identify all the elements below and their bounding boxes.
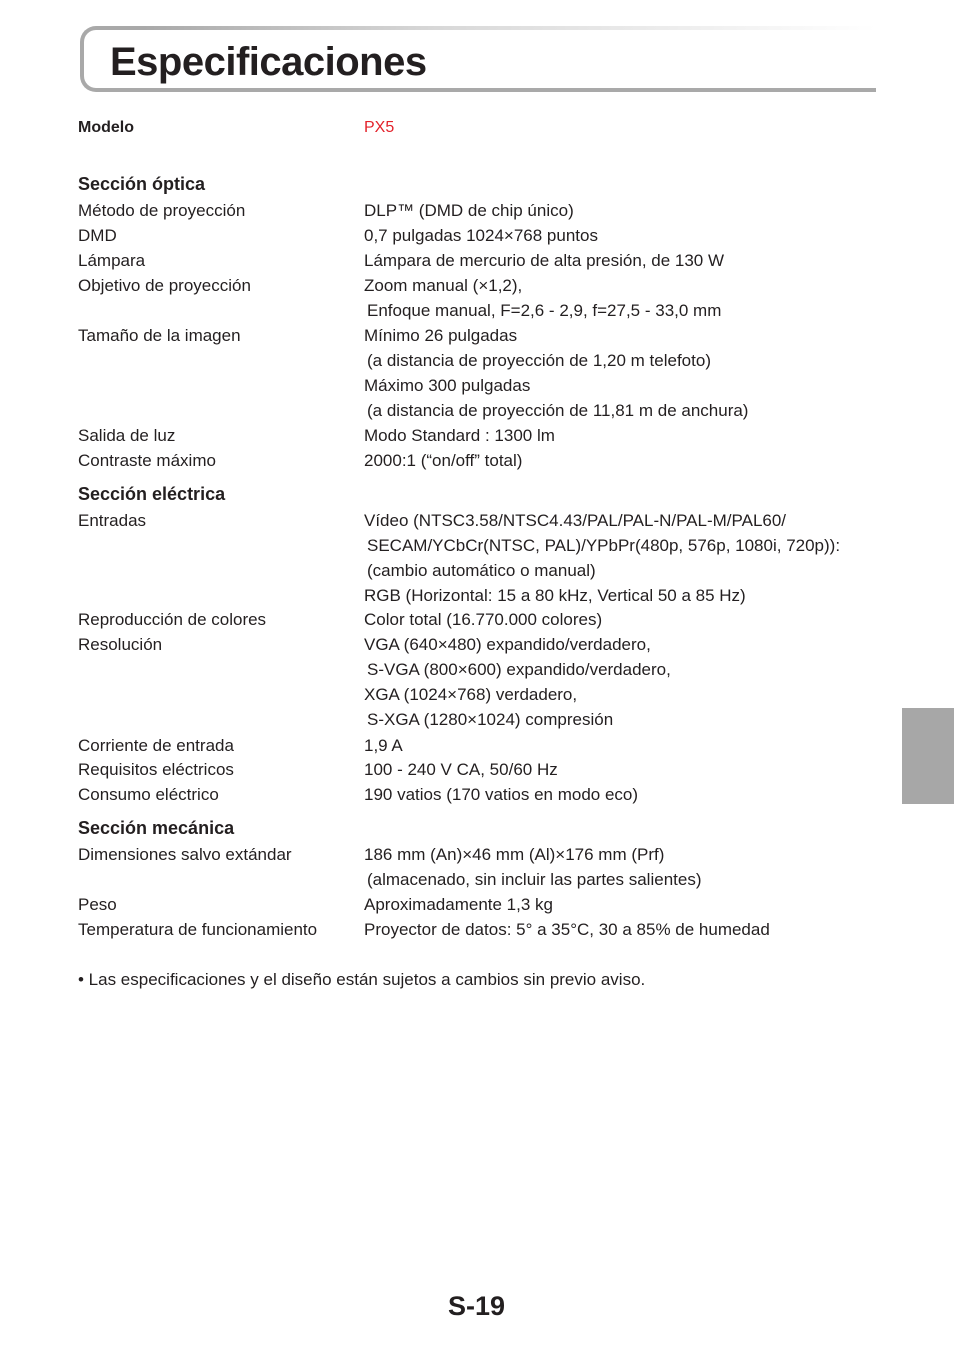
spec-value: Aproximadamente 1,3 kg xyxy=(364,895,553,914)
spec-label: Contraste máximo xyxy=(78,451,216,470)
footnote: • Las especificaciones y el diseño están sujetos a cambios sin previo aviso. xyxy=(78,970,646,989)
spec-value: Máximo 300 pulgadas xyxy=(364,376,531,395)
spec-value: Lámpara de mercurio de alta presión, de 130 W xyxy=(364,251,725,270)
model-label: Modelo xyxy=(78,119,134,136)
spec-value: 2000:1 (“on/off” total) xyxy=(364,451,523,470)
spec-value: 186 mm (An)×46 mm (Al)×176 mm (Prf) xyxy=(364,845,665,864)
spec-value: (cambio automático o manual) xyxy=(367,561,596,580)
title-frame-fade xyxy=(144,26,876,30)
spec-value: RGB (Horizontal: 15 a 80 kHz, Vertical 50 a 85 Hz) xyxy=(364,586,746,605)
spec-value: DLP™ (DMD de chip único) xyxy=(364,201,574,220)
spec-value: Color total (16.770.000 colores) xyxy=(364,610,603,629)
spec-value: Vídeo (NTSC3.58/NTSC4.43/PAL/PAL-N/PAL-M/PAL60/ xyxy=(364,511,787,530)
spec-label: Consumo eléctrico xyxy=(78,785,219,804)
spec-value: Enfoque manual, F=2,6 - 2,9, f=27,5 - 33,0 mm xyxy=(367,301,722,320)
spec-label: Temperatura de funcionamiento xyxy=(78,920,318,939)
spec-label: Tamaño de la imagen xyxy=(78,326,241,345)
spec-value: 1,9 A xyxy=(364,736,403,755)
spec-value: XGA (1024×768) verdadero, xyxy=(364,685,578,704)
page-title: Especificaciones xyxy=(110,40,427,84)
spec-value: S-VGA (800×600) expandido/verdadero, xyxy=(367,660,671,679)
spec-label: Objetivo de proyección xyxy=(78,276,251,295)
spec-label: Peso xyxy=(78,895,117,914)
spec-label: Método de proyección xyxy=(78,201,246,220)
spec-value: (almacenado, sin incluir las partes salientes) xyxy=(367,870,702,889)
spec-label: Dimensiones salvo extándar xyxy=(78,845,292,864)
spec-value: 100 - 240 V CA, 50/60 Hz xyxy=(364,760,558,779)
spec-label: Resolución xyxy=(78,635,163,654)
spec-label: Entradas xyxy=(78,511,147,530)
spec-label: Lámpara xyxy=(78,251,146,270)
spec-label: Corriente de entrada xyxy=(78,736,234,755)
spec-value: SECAM/YCbCr(NTSC, PAL)/YPbPr(480p, 576p, 1080i, 720p)): xyxy=(367,536,841,555)
page-number: S-19 xyxy=(448,1291,506,1321)
spec-label: DMD xyxy=(78,226,117,245)
spec-value: Mínimo 26 pulgadas xyxy=(364,326,518,345)
spec-value: 190 vatios (170 vatios en modo eco) xyxy=(364,785,639,804)
section-heading-mecanica: Sección mecánica xyxy=(78,818,235,838)
section-heading-optica: Sección óptica xyxy=(78,174,206,194)
model-value: PX5 xyxy=(364,119,395,136)
chapter-tab xyxy=(902,708,954,804)
spec-value: Zoom manual (×1,2), xyxy=(364,276,523,295)
spec-label: Requisitos eléctricos xyxy=(78,760,234,779)
spec-label: Reproducción de colores xyxy=(78,610,267,629)
spec-value: 0,7 pulgadas 1024×768 puntos xyxy=(364,226,598,245)
spec-value: VGA (640×480) expandido/verdadero, xyxy=(364,635,651,654)
spec-value: S-XGA (1280×1024) compresión xyxy=(367,710,614,729)
spec-label: Salida de luz xyxy=(78,426,176,445)
spec-value: Modo Standard : 1300 lm xyxy=(364,426,555,445)
spec-value: Proyector de datos: 5° a 35°C, 30 a 85% de humedad xyxy=(364,920,770,939)
spec-value: (a distancia de proyección de 1,20 m telefoto) xyxy=(367,351,711,370)
spec-value: (a distancia de proyección de 11,81 m de anchura) xyxy=(367,401,749,420)
section-heading-electrica: Sección eléctrica xyxy=(78,484,226,504)
